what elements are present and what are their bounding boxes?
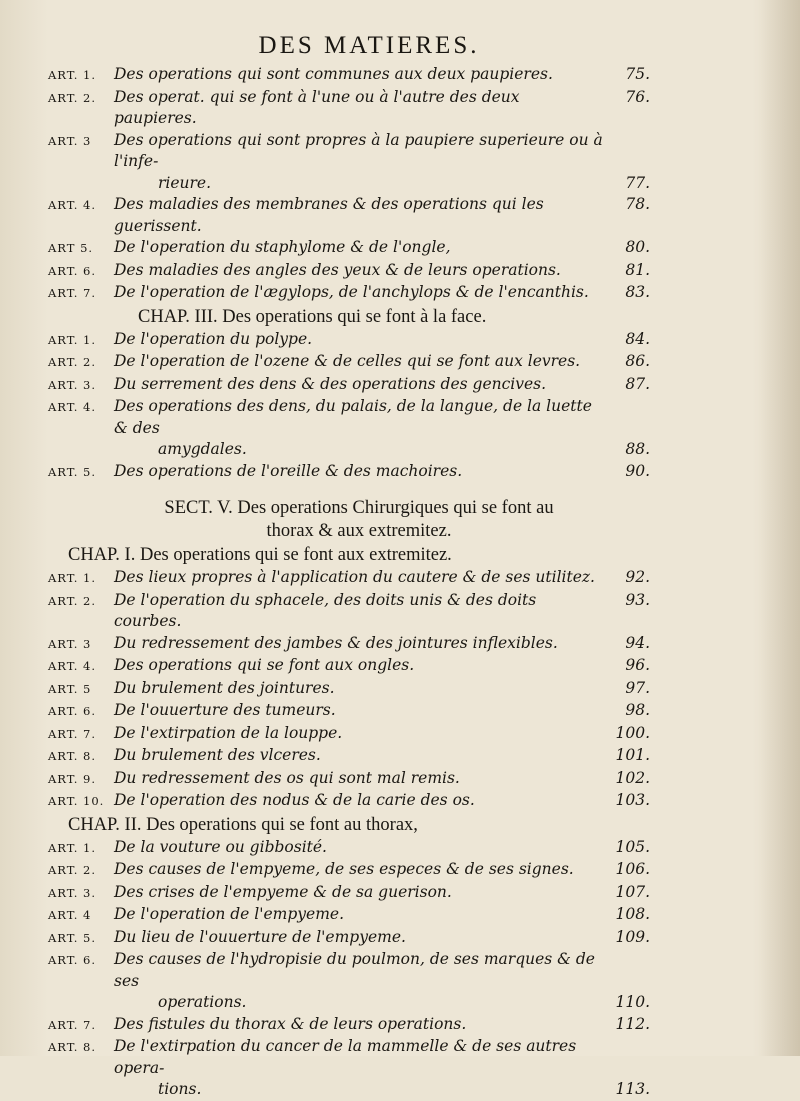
entry-title: Du brulement des jointures. [114, 678, 335, 697]
page-number: 109. [615, 927, 650, 946]
toc-entry [48, 745, 650, 768]
section-heading-line-2: thorax & aux extremitez. [266, 521, 452, 541]
article-label: ART. 10. [48, 794, 105, 808]
page-number: 88. [625, 440, 650, 458]
entry-title: De l'operation de l'empyeme. [114, 905, 345, 923]
entry-title: De l'operation du sphacele, des doits unis & des doits courbes. [114, 590, 537, 630]
toc-entry [48, 396, 650, 439]
entry-title: De l'operation de l'ægylops, de l'anchylops & de l'encanthis. [114, 283, 589, 301]
article-label: ART. 5. [48, 464, 97, 479]
entry-title: Des maladies des membranes & des operations qui les guerissent. [114, 195, 544, 235]
toc-entry [48, 678, 650, 701]
page-number: 84. [625, 329, 650, 348]
article-label: ART. 8. [48, 749, 97, 763]
article-label: ART. 7. [48, 726, 97, 741]
toc-entry [48, 194, 650, 237]
page-number: 97. [625, 678, 650, 697]
article-label: ART. 5 [48, 681, 92, 696]
entry-title: De l'extirpation de la louppe. [114, 723, 343, 742]
entry-title: Du brulement des vlceres. [114, 746, 321, 764]
entry-title: De l'operation du staphylome & de l'ongle, [114, 238, 451, 256]
article-label: ART. 2. [48, 90, 97, 105]
page-number: 93. [625, 590, 650, 609]
page-number: 83. [625, 283, 650, 301]
article-label: ART. 2. [48, 593, 97, 608]
article-label: ART. 4. [48, 198, 97, 212]
toc-entry [48, 87, 650, 130]
toc-entry [48, 1014, 650, 1037]
toc-entry [48, 130, 650, 173]
page-number: 80. [625, 238, 650, 256]
section-heading-line-1: SECT. V. Des operations Chirurgiques qui se font au [164, 498, 554, 518]
article-label: ART. 8. [48, 1040, 97, 1054]
entry-title: Des lieux propres à l'application du cautere & de ses utilitez. [114, 568, 595, 586]
toc-entry [48, 633, 650, 656]
toc-entry [48, 723, 650, 746]
entry-title: Des fistules du thorax & de leurs operations. [114, 1014, 467, 1033]
article-label: ART. 7. [48, 1017, 97, 1032]
page-number: 81. [625, 260, 650, 279]
entry-title: Des maladies des angles des yeux & de leurs operations. [114, 260, 561, 279]
page-number: 110. [615, 993, 650, 1011]
page-number: 75. [625, 65, 650, 83]
article-label: ART. 4 [48, 908, 92, 922]
toc-entry [48, 567, 650, 590]
toc-entry [48, 768, 650, 791]
entry-title-continued: amygdales. [158, 440, 247, 458]
article-label: ART 5. [48, 241, 94, 255]
toc-part-1 [48, 64, 650, 483]
article-label: ART. 7. [48, 286, 97, 300]
page-number: 78. [625, 195, 650, 213]
page-number: 94. [625, 633, 650, 652]
page-number: 77. [625, 173, 650, 192]
toc-entry [48, 374, 650, 397]
toc-entry [48, 329, 650, 352]
page-number: 96. [625, 656, 650, 674]
toc-entry [48, 837, 650, 860]
entry-title-continued: operations. [158, 993, 247, 1011]
entry-title: Des causes de l'empyeme, de ses especes & de ses signes. [114, 860, 574, 878]
chapter-heading: CHAP. I. Des operations qui se font aux extremitez. [68, 545, 452, 565]
page-number: 103. [615, 791, 650, 809]
article-label: ART. 1. [48, 68, 97, 82]
toc-entry [48, 237, 650, 260]
page-number: 102. [615, 768, 650, 787]
toc-entry [48, 882, 650, 905]
toc-entry [48, 64, 650, 87]
toc-entry [48, 790, 650, 813]
entry-title: Du redressement des os qui sont mal remis. [114, 768, 460, 787]
entry-title: Des operations des dens, du palais, de la langue, de la luette & des [114, 397, 592, 437]
entry-title: Des operations qui sont communes aux deux paupieres. [114, 65, 553, 83]
entry-title: Des operations qui sont propres à la paupiere superieure ou à l'infe- [114, 130, 603, 170]
article-label: ART. 3 [48, 636, 92, 651]
article-label: ART. 3. [48, 377, 97, 392]
toc-entry [48, 260, 650, 283]
entry-title: De l'extirpation du cancer de la mammelle & de ses autres opera- [114, 1037, 577, 1077]
article-label: ART. 3 [48, 133, 92, 148]
page-number: 92. [625, 568, 650, 586]
toc-entry-continuation [48, 992, 650, 1014]
entry-title-continued: rieure. [158, 173, 212, 192]
toc-entry [48, 282, 650, 305]
toc-entry [48, 700, 650, 723]
toc-entry [48, 949, 650, 992]
entry-title: De l'ouuerture des tumeurs. [114, 701, 336, 719]
toc-part-2 [48, 543, 650, 1101]
page-number: 112. [615, 1014, 650, 1033]
page-number: 98. [625, 701, 650, 719]
toc-entry-continuation [48, 1079, 650, 1101]
page-number: 76. [625, 87, 650, 106]
page-number: 87. [625, 374, 650, 393]
page-edge-shadow [760, 0, 800, 1056]
toc-entry [48, 927, 650, 950]
page-number: 101. [615, 746, 650, 764]
toc-entry-continuation [48, 439, 650, 461]
entry-title: Des operations qui se font aux ongles. [114, 656, 415, 674]
entry-title: De l'operation des nodus & de la carie des os. [114, 791, 475, 809]
page-title: DES MATIERES. [258, 32, 480, 59]
entry-title: Du redressement des jambes & des jointures inflexibles. [114, 633, 558, 652]
chapter-heading: CHAP. III. Des operations qui se font à la face. [138, 306, 487, 327]
article-label: ART. 1. [48, 332, 97, 347]
entry-title-continued: tions. [158, 1080, 202, 1098]
article-label: ART. 5. [48, 930, 97, 945]
toc-entry [48, 904, 650, 927]
toc-entry [48, 351, 650, 374]
entry-title: De l'operation du polype. [114, 329, 313, 348]
article-label: ART. 3. [48, 885, 97, 900]
page-number: 100. [615, 723, 650, 742]
entry-title: Des operat. qui se font à l'une ou à l'autre des deux paupieres. [114, 87, 520, 127]
article-label: ART. 6. [48, 704, 97, 718]
page-number: 108. [615, 905, 650, 923]
page-number: 113. [615, 1080, 650, 1098]
toc-entry [48, 859, 650, 882]
article-label: ART. 2. [48, 355, 97, 369]
article-label: ART. 4. [48, 659, 97, 673]
toc-entry [48, 590, 650, 633]
article-label: ART. 2. [48, 863, 97, 877]
entry-title: De l'operation de l'ozene & de celles qui se font aux levres. [114, 352, 581, 370]
toc-entry [48, 1036, 650, 1079]
article-label: ART. 1. [48, 571, 97, 585]
page-number: 106. [615, 860, 650, 878]
entry-title: Des crises de l'empyeme & de sa guerison. [114, 882, 452, 901]
entry-title: Du lieu de l'ouuerture de l'empyeme. [114, 927, 406, 946]
page-number: 90. [625, 461, 650, 480]
section-heading [48, 497, 650, 543]
article-label: ART. 6. [48, 953, 97, 967]
entry-title: De la vouture ou gibbosité. [114, 837, 327, 856]
page-number: 105. [615, 837, 650, 856]
toc-entry-continuation [48, 173, 650, 195]
entry-title: Du serrement des dens & des operations des gencives. [114, 374, 547, 393]
chapter-heading: CHAP. II. Des operations qui se font au thorax, [68, 814, 418, 835]
toc-entry [48, 461, 650, 484]
article-label: ART. 6. [48, 263, 97, 278]
page-number: 107. [615, 882, 650, 901]
toc-entry [48, 655, 650, 678]
entry-title: Des operations de l'oreille & des machoires. [114, 461, 463, 480]
article-label: ART. 1. [48, 840, 97, 855]
entry-title: Des causes de l'hydropisie du poulmon, de ses marques & de ses [114, 950, 595, 990]
article-label: ART. 9. [48, 771, 97, 786]
page-number: 86. [625, 352, 650, 370]
article-label: ART. 4. [48, 400, 97, 414]
